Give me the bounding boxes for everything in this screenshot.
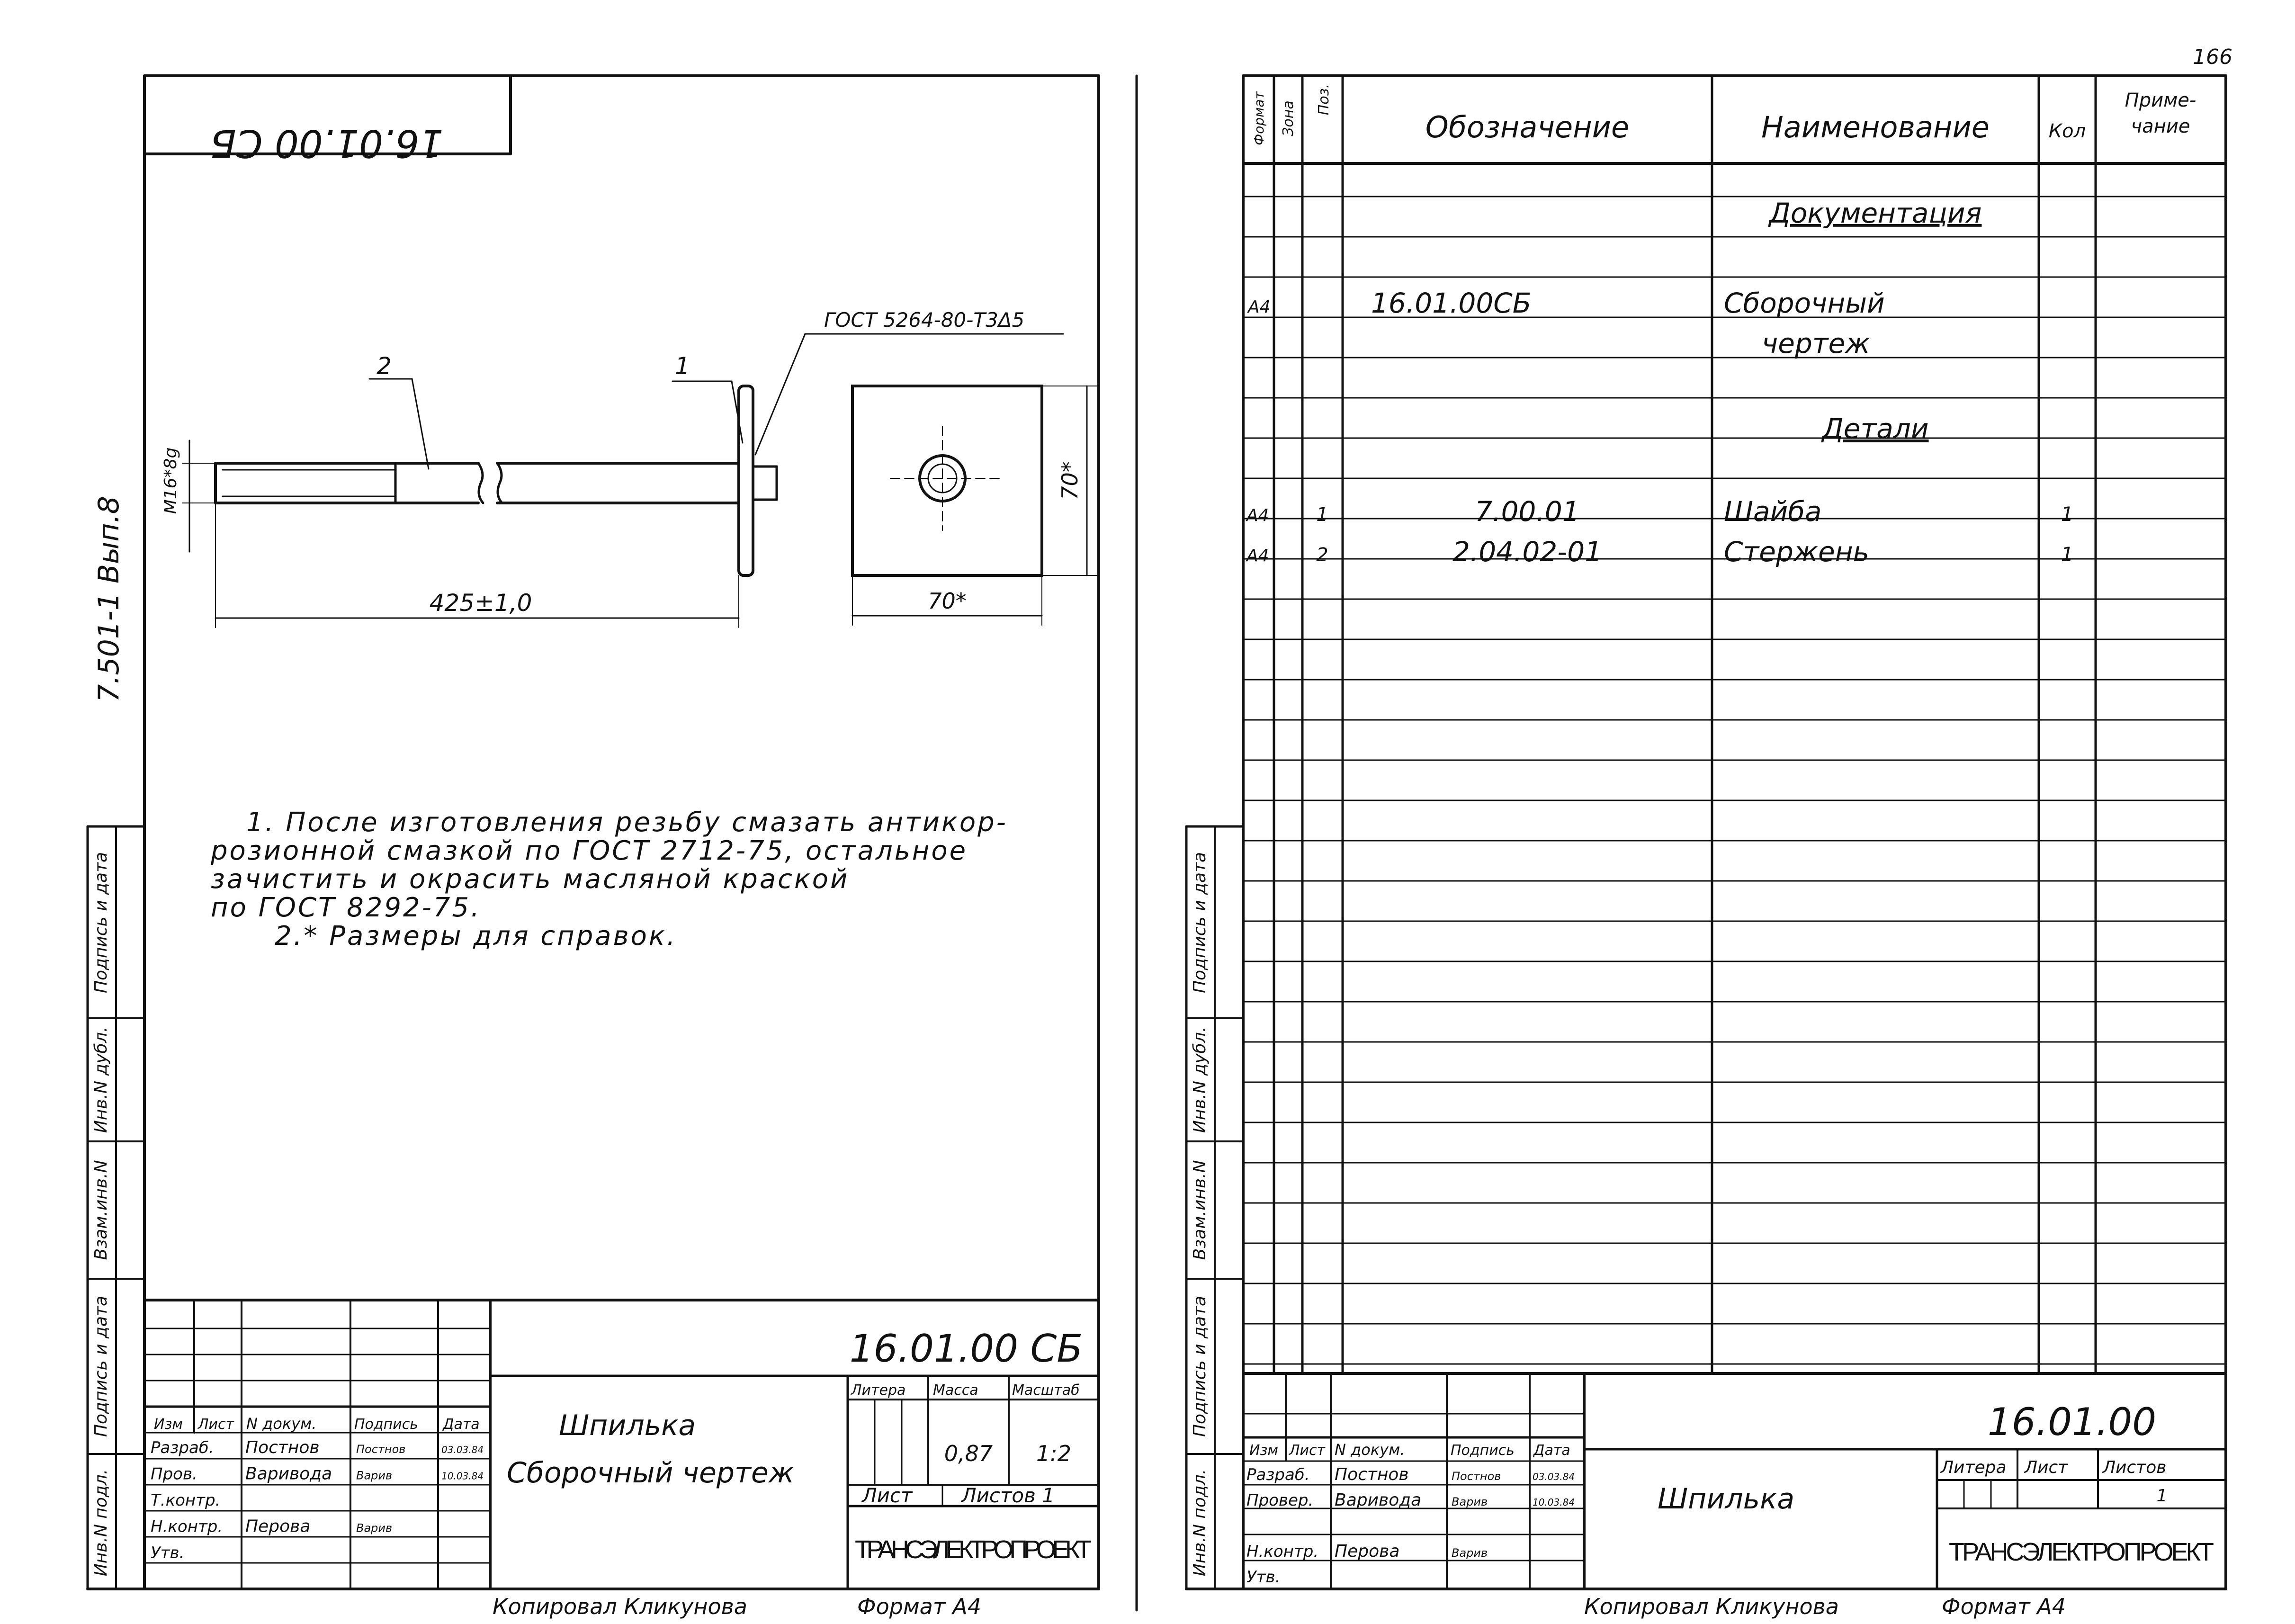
title-row-sign: Варив: [356, 1521, 393, 1535]
left-mass-label: Масса: [933, 1382, 978, 1399]
right-copied-by: Копировал Кликунова: [1584, 1594, 1839, 1619]
spec-item-qty: 1: [2061, 502, 2074, 526]
left-mass-value: 0,87: [944, 1441, 993, 1466]
page-number: 166: [2193, 45, 2232, 69]
spec-item-format: А4: [1246, 546, 1269, 565]
section-details: Детали: [1822, 413, 1929, 445]
title-row-role: Провер.: [1246, 1491, 1314, 1510]
right-title-rows: [1246, 1465, 1575, 1587]
title-row-sign: Варив: [1452, 1546, 1488, 1560]
right-organization: ТРАНСЭЛЕКТРОПРОЕКТ: [1949, 1538, 2214, 1566]
hdr-format: Формат: [1251, 91, 1267, 145]
spec-item-name: Шайба: [1724, 495, 1822, 528]
note-line-1: 1. После изготовления резьбу смазать антикор-: [246, 807, 1008, 838]
note-line-3: зачистить и окрасить масляной краской: [211, 864, 850, 895]
right-stamp-sign-date-1: Подпись и дата: [1190, 1295, 1210, 1437]
right-sheets-label: Листов: [2103, 1458, 2167, 1477]
hdr-pos: Поз.: [1316, 83, 1332, 116]
title-row-person: Постнов: [245, 1438, 320, 1457]
right-stamp-inv-podl: Инв.N подл.: [1190, 1469, 1210, 1577]
title-row-date: 03.03.84: [441, 1444, 484, 1455]
left-hdr-list: Лист: [198, 1416, 234, 1433]
title-row-role: Утв.: [151, 1543, 185, 1562]
left-litera-label: Литера: [851, 1382, 906, 1399]
title-row-person: Перова: [1335, 1542, 1400, 1561]
spec-item-designation: 2.04.02-01: [1452, 536, 1603, 568]
title-row-role: Разраб.: [151, 1438, 214, 1457]
left-sheet-label: Лист: [862, 1484, 913, 1507]
hdr-note-1: Приме-: [2125, 90, 2196, 111]
left-stamp-sign-date-1: Подпись и дата: [91, 1295, 111, 1437]
right-stamp-inv-dubl: Инв.N дубл.: [1190, 1026, 1210, 1133]
hdr-zone: Зона: [1280, 100, 1297, 136]
right-hdr-podp: Подпись: [1451, 1442, 1515, 1459]
doc-name-2: чертеж: [1762, 327, 1870, 359]
left-stamp-vzam: Взам.инв.N: [91, 1160, 111, 1260]
length-dimension: 425±1,0: [429, 589, 532, 617]
left-name-line2: Сборочный чертеж: [507, 1456, 794, 1489]
right-designation: 16.01.00: [1987, 1400, 2157, 1444]
left-title-rows: [151, 1438, 484, 1562]
spec-item-designation: 7.00.01: [1475, 495, 1580, 528]
title-row-sign: Постнов: [356, 1443, 406, 1456]
title-row-person: Перова: [245, 1516, 311, 1536]
position-2-label: 2: [377, 352, 392, 380]
right-sheets-value: 1: [2156, 1486, 2168, 1506]
hdr-note-2: чание: [2131, 116, 2190, 137]
title-row-sign: Варив: [1452, 1495, 1488, 1508]
left-scale-value: 1:2: [1036, 1441, 1072, 1466]
left-stamp-sign-date-2: Подпись и дата: [91, 852, 111, 994]
doc-designation: 16.01.00СБ: [1371, 287, 1532, 319]
title-row-date: 03.03.84: [1533, 1471, 1575, 1482]
spec-items: [1246, 495, 2073, 568]
left-scale-label: Масштаб: [1012, 1382, 1080, 1399]
hdr-name: Наименование: [1761, 110, 1990, 144]
title-row-date: 10.03.84: [1533, 1497, 1575, 1508]
position-1-label: 1: [675, 352, 690, 380]
section-docs: Документация: [1769, 197, 1982, 229]
left-stamp-inv-podl: Инв.N подл.: [91, 1469, 111, 1577]
title-row-role: Пров.: [151, 1464, 197, 1484]
spec-item-pos: 1: [1316, 504, 1328, 526]
title-row-sign: Постнов: [1452, 1470, 1501, 1483]
left-format: Формат А4: [857, 1594, 981, 1619]
left-hdr-izm: Изм: [154, 1416, 183, 1433]
left-hdr-data: Дата: [443, 1416, 480, 1433]
series-label: 7.501-1 Вып.8: [92, 496, 126, 702]
spec-table-rows: [1243, 197, 2226, 1364]
left-hdr-podp: Подпись: [354, 1416, 418, 1433]
spec-item-name: Стержень: [1724, 536, 1869, 568]
spec-item-pos: 2: [1316, 544, 1328, 566]
spec-item-format: А4: [1246, 506, 1269, 525]
title-row-person: Варивода: [245, 1464, 332, 1484]
title-row-role: Утв.: [1246, 1568, 1281, 1587]
gost-callout: ГОСТ 5264-80-Т3Δ5: [824, 308, 1025, 332]
left-copied-by: Копировал Кликунова: [493, 1594, 747, 1619]
right-name: Шпилька: [1658, 1482, 1795, 1516]
right-sheet-label: Лист: [2025, 1458, 2068, 1477]
title-row-person: Варивода: [1335, 1490, 1422, 1510]
hdr-qty: Кол: [2048, 120, 2086, 142]
title-row-sign: Варив: [356, 1469, 393, 1482]
right-hdr-izm: Изм: [1249, 1442, 1279, 1459]
note-line-4: по ГОСТ 8292-75.: [211, 892, 481, 923]
left-hdr-ndoc: N докум.: [246, 1415, 317, 1433]
left-organization: ТРАНСЭЛЕКТРОПРОЕКТ: [855, 1535, 1092, 1564]
right-hdr-list: Лист: [1289, 1442, 1326, 1459]
spec-item-qty: 1: [2061, 543, 2074, 566]
right-stamp-vzam: Взам.инв.N: [1190, 1160, 1210, 1260]
left-designation: 16.01.00 СБ: [849, 1327, 1083, 1371]
doc-format: А4: [1248, 297, 1271, 317]
rotated-stamp: 16.01.00 СБ: [210, 121, 444, 165]
left-sheets-label: Листов 1: [961, 1484, 1055, 1507]
right-sheet: [1186, 76, 2226, 1589]
right-format: Формат А4: [1942, 1594, 2066, 1619]
height-dimension: 70*: [1057, 461, 1083, 500]
right-hdr-ndoc: N докум.: [1335, 1441, 1405, 1459]
width-dimension: 70*: [928, 588, 967, 614]
left-name-line1: Шпилька: [559, 1409, 696, 1442]
title-row-person: Постнов: [1335, 1465, 1409, 1484]
title-row-role: Т.контр.: [151, 1491, 221, 1510]
right-stamp-sign-date-2: Подпись и дата: [1190, 852, 1210, 994]
left-stamp-inv-dubl: Инв.N дубл.: [91, 1026, 111, 1133]
hdr-designation: Обозначение: [1425, 110, 1630, 144]
note-line-5: 2.* Размеры для справок.: [275, 921, 677, 951]
right-hdr-data: Дата: [1533, 1442, 1570, 1459]
title-row-role: Разраб.: [1246, 1465, 1310, 1484]
title-row-role: Н.контр.: [1246, 1542, 1319, 1561]
right-litera-label: Литера: [1941, 1458, 2007, 1477]
title-row-role: Н.контр.: [151, 1517, 223, 1536]
doc-name-1: Сборочный: [1724, 287, 1885, 319]
thread-dimension: М16*8g: [161, 447, 180, 514]
note-line-2: розионной смазкой по ГОСТ 2712-75, остальное: [211, 835, 968, 866]
title-row-date: 10.03.84: [441, 1470, 484, 1482]
